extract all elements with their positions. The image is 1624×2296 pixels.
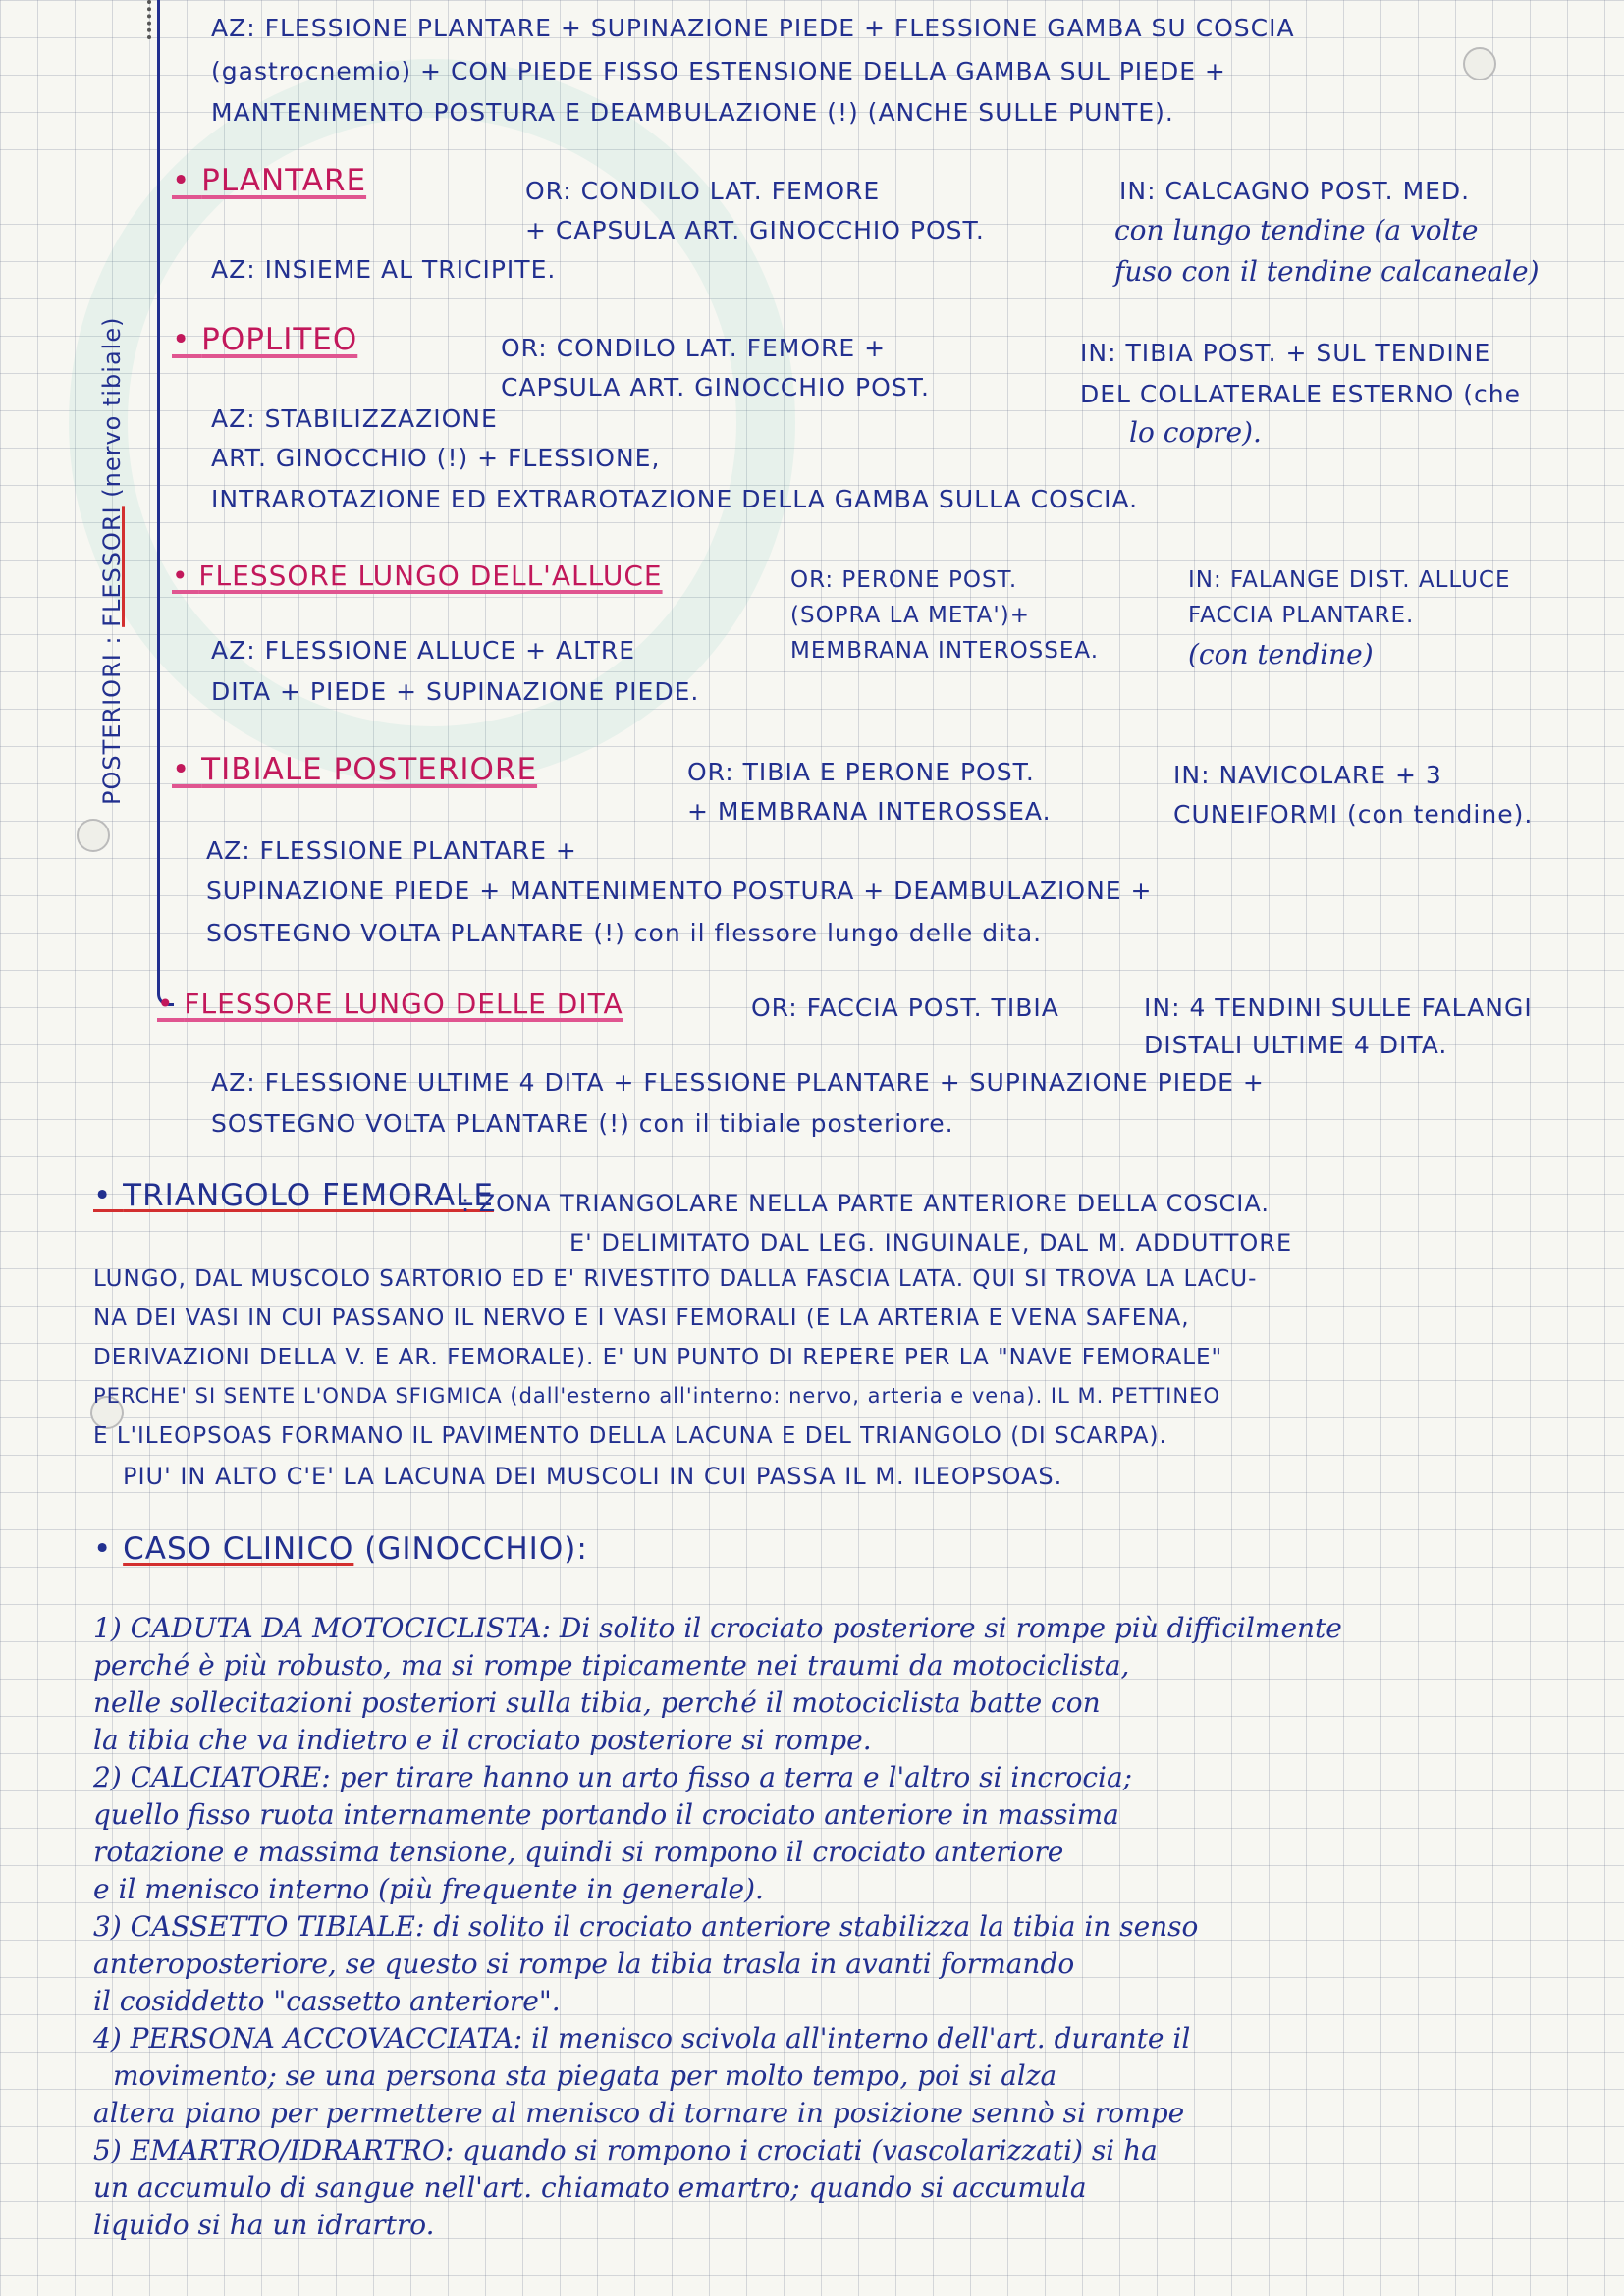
triangolo-line: : ZONA TRIANGOLARE NELLA PARTE ANTERIORE DELLA COSCIA. (461, 1190, 1270, 1217)
flessore-alluce-origin: OR: PERONE POST. (790, 567, 1018, 593)
caso-line: e il menisco interno (più frequente in generale). (93, 1873, 764, 1905)
tibiale-posteriore-origin: OR: TIBIA E PERONE POST. (687, 758, 1035, 786)
caso-line: il cosiddetto "cassetto anteriore". (93, 1985, 561, 2017)
binder-hole (77, 819, 110, 852)
flessore-dita-action: SOSTEGNO VOLTA PLANTARE (!) con il tibiale posteriore. (211, 1109, 954, 1138)
flessore-alluce-action: AZ: FLESSIONE ALLUCE + ALTRE (211, 636, 636, 665)
muscle-title-plantare: • PLANTARE (172, 163, 367, 198)
triangolo-line: PERCHE' SI SENTE L'ONDA SFIGMICA (dall'esterno all'interno: nervo, arteria e vena). IL M. PETTINEO (93, 1384, 1220, 1408)
triangolo-line: E L'ILEOPSOAS FORMANO IL PAVIMENTO DELLA LACUNA E DEL TRIANGOLO (DI SCARPA). (93, 1423, 1167, 1449)
popliteo-action: INTRAROTAZIONE ED EXTRAROTAZIONE DELLA GAMBA SULLA COSCIA. (211, 485, 1139, 513)
intro-az-line: MANTENIMENTO POSTURA E DEAMBULAZIONE (!) (ANCHE SULLE PUNTE). (211, 98, 1174, 127)
popliteo-insertion: DEL COLLATERALE ESTERNO (che (1080, 380, 1521, 408)
caso-line: rotazione e massima tensione, quindi si rompono il crociato anteriore (93, 1836, 1064, 1868)
caso-line: 5) EMARTRO/IDRARTRO: quando si rompono i crociati (vascolarizzati) si ha (93, 2134, 1158, 2166)
flessore-alluce-origin: (SOPRA LA META')+ (790, 603, 1030, 628)
caso-line: quello fisso ruota internamente portando il crociato anteriore in massima (93, 1798, 1119, 1831)
flessore-dita-origin: OR: FACCIA POST. TIBIA (751, 993, 1059, 1022)
muscle-title-popliteo: • POPLITEO (172, 322, 358, 357)
flessore-dita-insertion: IN: 4 TENDINI SULLE FALANGI (1144, 993, 1533, 1022)
binder-hole (1463, 47, 1496, 80)
tibiale-posteriore-insertion: IN: NAVICOLARE + 3 (1173, 761, 1442, 789)
caso-line: un accumulo di sangue nell'art. chiamato emartro; quando si accumula (93, 2171, 1087, 2204)
caso-line: nelle sollecitazioni posteriori sulla tibia, perché il motociclista batte con (93, 1686, 1101, 1719)
side-label: POSTERIORI : FLESSORI (nervo tibiale) (98, 316, 126, 805)
muscle-title-tibiale-posteriore: • TIBIALE POSTERIORE (172, 752, 538, 787)
caso-line: la tibia che va indietro e il crociato posteriore si rompe. (93, 1724, 872, 1756)
popliteo-origin: OR: CONDILO LAT. FEMORE + (501, 334, 887, 362)
triangolo-line: PIU' IN ALTO C'E' LA LACUNA DEI MUSCOLI IN CUI PASSA IL M. ILEOPSOAS. (123, 1463, 1063, 1490)
margin-dots (147, 0, 157, 39)
popliteo-action: ART. GINOCCHIO (!) + FLESSIONE, (211, 444, 661, 472)
plantare-insertion: IN: CALCAGNO POST. MED. (1119, 177, 1471, 205)
popliteo-origin: CAPSULA ART. GINOCCHIO POST. (501, 373, 930, 401)
caso-line: liquido si ha un idrartro. (93, 2209, 435, 2241)
triangolo-line: NA DEI VASI IN CUI PASSANO IL NERVO E I VASI FEMORALI (E LA ARTERIA E VENA SAFENA, (93, 1306, 1190, 1331)
flessore-alluce-insertion: IN: FALANGE DIST. ALLUCE (1188, 567, 1511, 593)
flessore-alluce-insertion: FACCIA PLANTARE. (1188, 603, 1415, 628)
intro-az-line: (gastrocnemio) + CON PIEDE FISSO ESTENSIONE DELLA GAMBA SUL PIEDE + (211, 57, 1226, 85)
flessore-alluce-insertion: (con tendine) (1188, 638, 1374, 670)
flessore-dita-action: AZ: FLESSIONE ULTIME 4 DITA + FLESSIONE PLANTARE + SUPINAZIONE PIEDE + (211, 1068, 1265, 1096)
caso-line: perché è più robusto, ma si rompe tipicamente nei traumi da motociclista, (93, 1649, 1130, 1682)
triangolo-femorale-title: • TRIANGOLO FEMORALE (93, 1178, 494, 1213)
caso-line: 1) CADUTA DA MOTOCICLISTA: Di solito il crociato posteriore si rompe più difficilmente (93, 1612, 1342, 1644)
tibiale-posteriore-action: SUPINAZIONE PIEDE + MANTENIMENTO POSTURA + DEAMBULAZIONE + (206, 877, 1153, 905)
plantare-insertion: con lungo tendine (a volte (1114, 214, 1479, 246)
triangolo-line: DERIVAZIONI DELLA V. E AR. FEMORALE). E' UN PUNTO DI REPERE PER LA "NAVE FEMORALE" (93, 1345, 1223, 1370)
popliteo-insertion: IN: TIBIA POST. + SUL TENDINE (1080, 339, 1491, 367)
muscle-title-flessore-alluce: • FLESSORE LUNGO DELL'ALLUCE (172, 560, 663, 592)
triangolo-line: E' DELIMITATO DAL LEG. INGUINALE, DAL M. ADDUTTORE (569, 1229, 1293, 1256)
caso-line: 3) CASSETTO TIBIALE: di solito il crociato anteriore stabilizza la tibia in senso (93, 1910, 1199, 1943)
caso-line: movimento; se una persona sta piegata per molto tempo, poi si alza (113, 2059, 1057, 2092)
section-bracket (157, 0, 174, 1006)
flessore-dita-insertion: DISTALI ULTIME 4 DITA. (1144, 1031, 1448, 1059)
triangolo-line: LUNGO, DAL MUSCOLO SARTORIO ED E' RIVESTITO DALLA FASCIA LATA. QUI SI TROVA LA LACU- (93, 1266, 1258, 1292)
popliteo-insertion: lo copre). (1129, 416, 1262, 449)
tibiale-posteriore-action: SOSTEGNO VOLTA PLANTARE (!) con il flessore lungo delle dita. (206, 919, 1043, 947)
tibiale-posteriore-insertion: CUNEIFORMI (con tendine). (1173, 800, 1534, 828)
tibiale-posteriore-origin: + MEMBRANA INTEROSSEA. (687, 797, 1052, 826)
flessore-alluce-action: DITA + PIEDE + SUPINAZIONE PIEDE. (211, 677, 700, 706)
plantare-insertion: fuso con il tendine calcaneale) (1114, 255, 1540, 288)
caso-line: altera piano per permettere al menisco di tornare in posizione sennò si rompe (93, 2097, 1185, 2129)
caso-line: 2) CALCIATORE: per tirare hanno un arto fisso a terra e l'altro si incrocia; (93, 1761, 1133, 1793)
popliteo-action: AZ: STABILIZZAZIONE (211, 404, 498, 433)
plantare-action: AZ: INSIEME AL TRICIPITE. (211, 255, 557, 284)
tibiale-posteriore-action: AZ: FLESSIONE PLANTARE + (206, 836, 577, 865)
muscle-title-flessore-dita: • FLESSORE LUNGO DELLE DITA (157, 988, 623, 1020)
caso-line: anteroposteriore, se questo si rompe la tibia trasla in avanti formando (93, 1948, 1075, 1980)
caso-line: 4) PERSONA ACCOVACCIATA: il menisco scivola all'interno dell'art. durante il (93, 2022, 1191, 2055)
caso-clinico-title: • CASO CLINICO (GINOCCHIO): (93, 1531, 588, 1567)
flessore-alluce-origin: MEMBRANA INTEROSSEA. (790, 638, 1100, 664)
intro-az-line: AZ: FLESSIONE PLANTARE + SUPINAZIONE PIEDE + FLESSIONE GAMBA SU COSCIA (211, 14, 1295, 42)
plantare-origin: + CAPSULA ART. GINOCCHIO POST. (525, 216, 985, 244)
plantare-origin: OR: CONDILO LAT. FEMORE (525, 177, 881, 205)
